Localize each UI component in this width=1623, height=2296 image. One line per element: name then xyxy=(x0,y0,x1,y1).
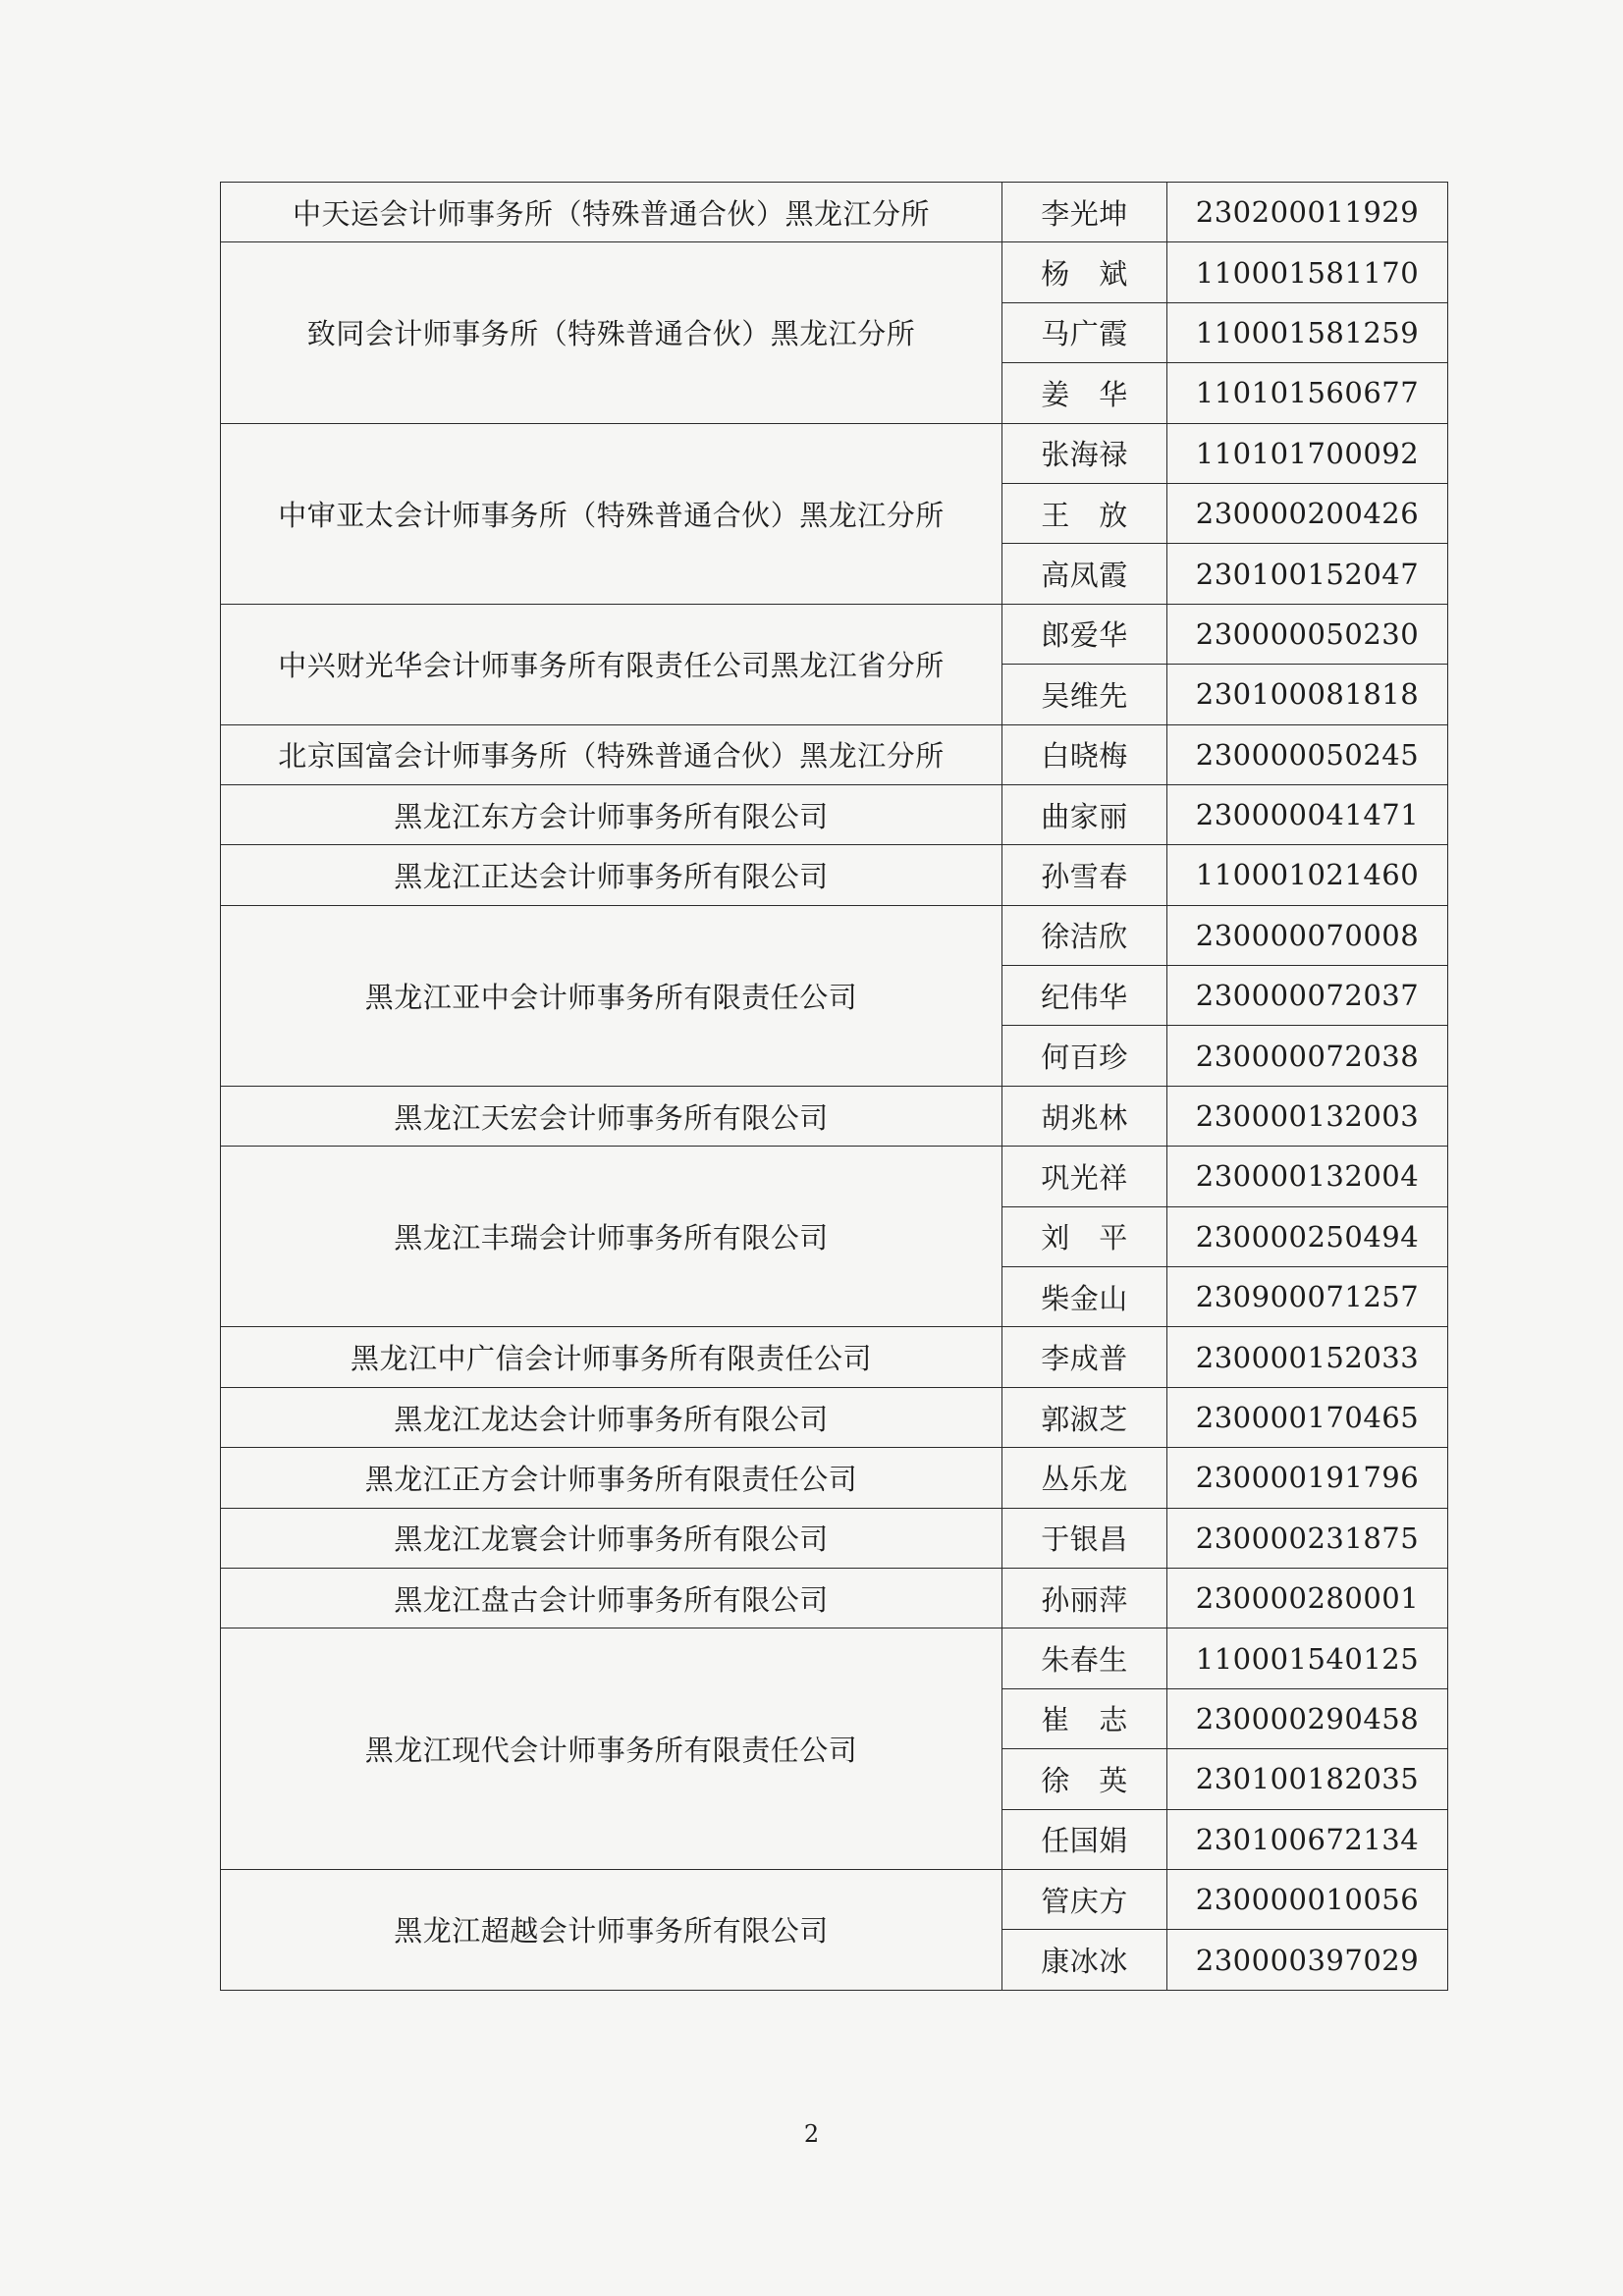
firm-name-cell: 黑龙江超越会计师事务所有限公司 xyxy=(221,1869,1002,1990)
firm-name-cell: 黑龙江龙达会计师事务所有限公司 xyxy=(221,1387,1002,1447)
cpa-id-cell: 230000050230 xyxy=(1167,604,1448,664)
cpa-name-cell: 丛乐龙 xyxy=(1002,1448,1167,1508)
cpa-id-cell: 230100152047 xyxy=(1167,544,1448,604)
cpa-id-cell: 230000072037 xyxy=(1167,966,1448,1026)
cpa-name-cell: 何百珍 xyxy=(1002,1026,1167,1086)
firm-name-cell: 黑龙江现代会计师事务所有限责任公司 xyxy=(221,1629,1002,1870)
cpa-id-cell: 230000072038 xyxy=(1167,1026,1448,1086)
cpa-id-cell: 230100182035 xyxy=(1167,1749,1448,1809)
cpa-name-cell: 李成普 xyxy=(1002,1327,1167,1387)
firm-name-cell: 黑龙江正达会计师事务所有限公司 xyxy=(221,845,1002,905)
cpa-name-cell: 朱春生 xyxy=(1002,1629,1167,1688)
cpa-name-cell: 刘 平 xyxy=(1002,1206,1167,1266)
cpa-id-cell: 230000191796 xyxy=(1167,1448,1448,1508)
cpa-name-cell: 巩光祥 xyxy=(1002,1147,1167,1206)
cpa-name-cell: 孙丽萍 xyxy=(1002,1568,1167,1628)
cpa-id-cell: 230900071257 xyxy=(1167,1267,1448,1327)
cpa-name-cell: 郭淑芝 xyxy=(1002,1387,1167,1447)
cpa-id-cell: 230100672134 xyxy=(1167,1809,1448,1869)
cpa-name-cell: 徐 英 xyxy=(1002,1749,1167,1809)
cpa-id-cell: 230000397029 xyxy=(1167,1930,1448,1990)
firm-name-cell: 中审亚太会计师事务所（特殊普通合伙）黑龙江分所 xyxy=(221,423,1002,604)
cpa-name-cell: 徐洁欣 xyxy=(1002,905,1167,965)
table-row xyxy=(221,1448,1448,1508)
firm-name-cell: 黑龙江盘古会计师事务所有限公司 xyxy=(221,1568,1002,1628)
cpa-id-cell: 110001581259 xyxy=(1167,302,1448,362)
table-row xyxy=(221,604,1448,664)
cpa-name-cell: 于银昌 xyxy=(1002,1508,1167,1568)
cpa-name-cell: 郎爱华 xyxy=(1002,604,1167,664)
cpa-name-cell: 马广霞 xyxy=(1002,302,1167,362)
cpa-id-cell: 110001540125 xyxy=(1167,1629,1448,1688)
table-row xyxy=(221,423,1448,483)
cpa-id-cell: 230000010056 xyxy=(1167,1869,1448,1929)
cpa-name-cell: 王 放 xyxy=(1002,483,1167,543)
cpa-name-cell: 纪伟华 xyxy=(1002,966,1167,1026)
cpa-name-cell: 孙雪春 xyxy=(1002,845,1167,905)
table-row xyxy=(221,1869,1448,1929)
firm-name-cell: 黑龙江龙寰会计师事务所有限公司 xyxy=(221,1508,1002,1568)
firm-name-cell: 黑龙江天宏会计师事务所有限公司 xyxy=(221,1086,1002,1146)
table-row xyxy=(221,1629,1448,1688)
table-row xyxy=(221,1327,1448,1387)
cpa-id-cell: 230000132003 xyxy=(1167,1086,1448,1146)
cpa-id-cell: 110001581170 xyxy=(1167,242,1448,302)
cpa-name-cell: 姜 华 xyxy=(1002,363,1167,423)
cpa-id-cell: 110001021460 xyxy=(1167,845,1448,905)
table-row xyxy=(221,1086,1448,1146)
cpa-id-cell: 110101560677 xyxy=(1167,363,1448,423)
cpa-id-cell: 230000041471 xyxy=(1167,784,1448,844)
table-row xyxy=(221,845,1448,905)
firm-name-cell: 中天运会计师事务所（特殊普通合伙）黑龙江分所 xyxy=(221,183,1002,242)
cpa-id-cell: 230100081818 xyxy=(1167,665,1448,724)
cpa-id-cell: 230000050245 xyxy=(1167,724,1448,784)
cpa-id-cell: 230000170465 xyxy=(1167,1387,1448,1447)
firm-name-cell: 黑龙江亚中会计师事务所有限责任公司 xyxy=(221,905,1002,1086)
cpa-name-cell: 高凤霞 xyxy=(1002,544,1167,604)
firm-name-cell: 黑龙江正方会计师事务所有限责任公司 xyxy=(221,1448,1002,1508)
table-row xyxy=(221,1147,1448,1206)
cpa-name-cell: 崔 志 xyxy=(1002,1688,1167,1748)
cpa-name-cell: 曲家丽 xyxy=(1002,784,1167,844)
table-row xyxy=(221,1508,1448,1568)
cpa-roster-table xyxy=(220,182,1448,1991)
table-row xyxy=(221,242,1448,302)
firm-name-cell: 黑龙江东方会计师事务所有限公司 xyxy=(221,784,1002,844)
table-row xyxy=(221,1568,1448,1628)
cpa-name-cell: 康冰冰 xyxy=(1002,1930,1167,1990)
table-row xyxy=(221,1387,1448,1447)
cpa-id-cell: 230000132004 xyxy=(1167,1147,1448,1206)
cpa-id-cell: 110101700092 xyxy=(1167,423,1448,483)
cpa-name-cell: 任国娟 xyxy=(1002,1809,1167,1869)
cpa-name-cell: 李光坤 xyxy=(1002,183,1167,242)
cpa-name-cell: 胡兆林 xyxy=(1002,1086,1167,1146)
cpa-id-cell: 230000290458 xyxy=(1167,1688,1448,1748)
cpa-id-cell: 230000152033 xyxy=(1167,1327,1448,1387)
cpa-id-cell: 230200011929 xyxy=(1167,183,1448,242)
table-row xyxy=(221,784,1448,844)
page-number: 2 xyxy=(803,2120,820,2148)
cpa-id-cell: 230000280001 xyxy=(1167,1568,1448,1628)
cpa-name-cell: 管庆方 xyxy=(1002,1869,1167,1929)
firm-name-cell: 黑龙江丰瑞会计师事务所有限公司 xyxy=(221,1147,1002,1327)
cpa-name-cell: 张海禄 xyxy=(1002,423,1167,483)
cpa-name-cell: 吴维先 xyxy=(1002,665,1167,724)
table-row xyxy=(221,905,1448,965)
cpa-name-cell: 杨 斌 xyxy=(1002,242,1167,302)
cpa-name-cell: 柴金山 xyxy=(1002,1267,1167,1327)
cpa-id-cell: 230000231875 xyxy=(1167,1508,1448,1568)
firm-name-cell: 黑龙江中广信会计师事务所有限责任公司 xyxy=(221,1327,1002,1387)
roster-body xyxy=(221,183,1448,1991)
firm-name-cell: 致同会计师事务所（特殊普通合伙）黑龙江分所 xyxy=(221,242,1002,423)
cpa-id-cell: 230000250494 xyxy=(1167,1206,1448,1266)
cpa-id-cell: 230000070008 xyxy=(1167,905,1448,965)
cpa-name-cell: 白晓梅 xyxy=(1002,724,1167,784)
firm-name-cell: 中兴财光华会计师事务所有限责任公司黑龙江省分所 xyxy=(221,604,1002,724)
cpa-id-cell: 230000200426 xyxy=(1167,483,1448,543)
firm-name-cell: 北京国富会计师事务所（特殊普通合伙）黑龙江分所 xyxy=(221,724,1002,784)
table-row xyxy=(221,724,1448,784)
table-row xyxy=(221,183,1448,242)
